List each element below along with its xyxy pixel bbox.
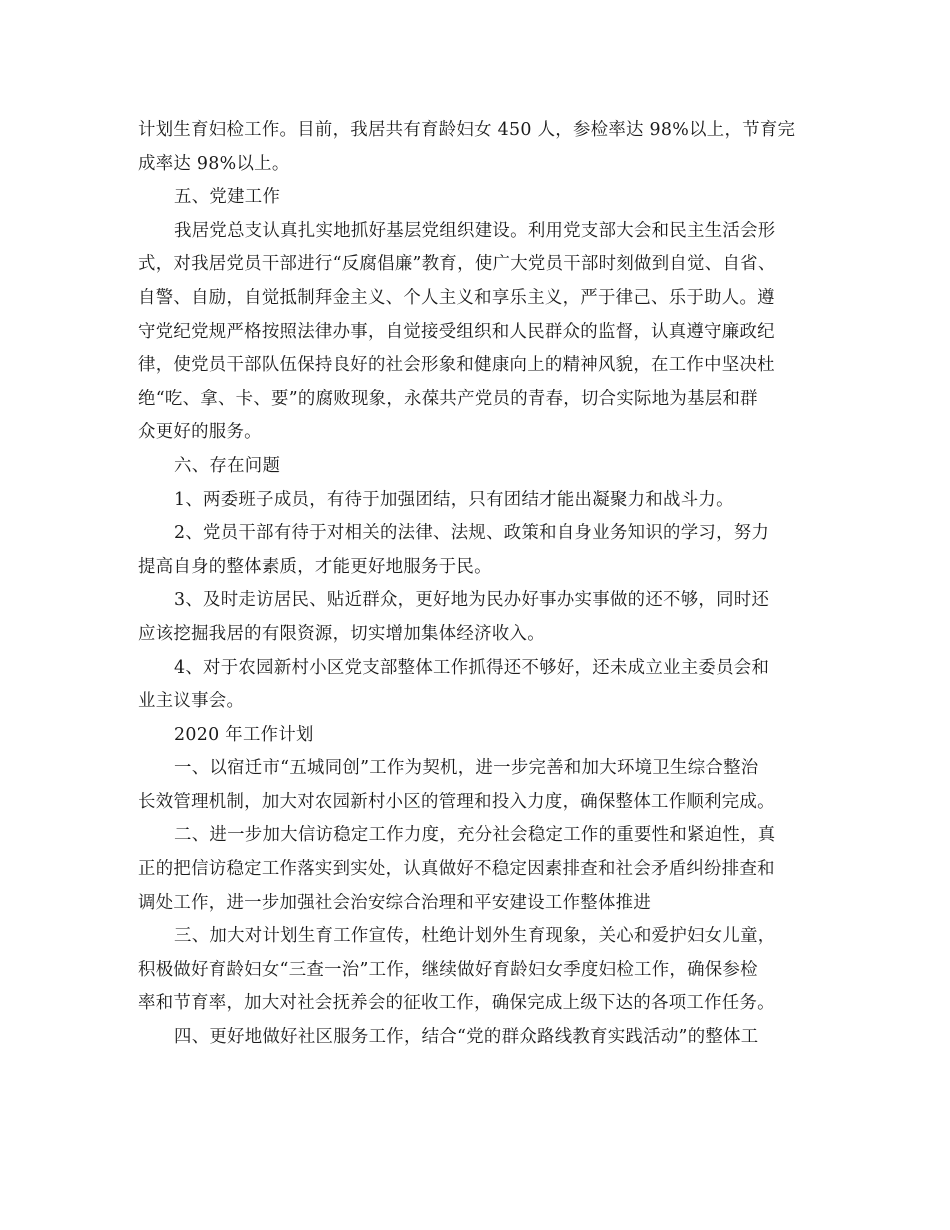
text-line: 律，使党员干部队伍保持良好的社会形象和健康向上的精神风貌，在工作中坚决杜 <box>138 355 775 376</box>
text-line: 4、对于农园新村小区党支部整体工作抓得还不够好，还未成立业主委员会和 <box>174 657 770 678</box>
text-line: 绝“吃、拿、卡、要”的腐败现象，永葆共产党员的青春，切合实际地为基层和群 <box>138 388 758 409</box>
text-line: 自警、自励，自觉抵制拜金主义、个人主义和享乐主义，严于律己、乐于助人。遵 <box>138 287 775 308</box>
text-line: 计划生育妇检工作。目前，我居共有育龄妇女 450 人，参检率达 98%以上，节育完 <box>138 120 796 140</box>
document-body <box>138 114 814 1055</box>
text-line: 式，对我居党员干部进行“反腐倡廉”教育，使广大党员干部时刻做到自觉、自省、 <box>138 254 776 275</box>
text-line: 业主议事会。 <box>138 691 245 712</box>
text-line: 我居党总支认真扎实地抓好基层党组织建设。利用党支部大会和民主生活会形 <box>174 220 776 241</box>
text-line: 一、以宿迁市“五城同创”工作为契机，进一步完善和加大环境卫生综合整治 <box>174 758 759 779</box>
text-line: 2020 年工作计划 <box>174 724 314 745</box>
text-line: 正的把信访稳定工作落实到实处，认真做好不稳定因素排查和社会矛盾纠纷排查和 <box>138 859 775 880</box>
text-line: 3、及时走访居民、贴近群众，更好地为民办好事办实事做的还不够，同时还 <box>174 590 770 611</box>
text-line: 三、加大对计划生育工作宣传，杜绝计划外生育现象，关心和爱护妇女儿童， <box>174 926 776 947</box>
text-line: 1、两委班子成员，有待于加强团结，只有团结才能出凝聚力和战斗力。 <box>174 489 734 510</box>
text-line: 积极做好育龄妇女“三查一治”工作，继续做好育龄妇女季度妇检工作，确保参检 <box>138 959 758 980</box>
text-line: 应该挖掘我居的有限资源，切实增加集体经济收入。 <box>138 623 545 644</box>
text-line: 守党纪党规严格按照法律办事，自觉接受组织和人民群众的监督，认真遵守廉政纪 <box>138 321 775 342</box>
text-line: 率和节育率，加大对社会抚养会的征收工作，确保完成上级下达的各项工作任务。 <box>138 993 775 1014</box>
text-line: 二、进一步加大信访稳定工作力度，充分社会稳定工作的重要性和紧迫性，真 <box>174 825 776 846</box>
text-line: 六、存在问题 <box>174 455 281 476</box>
text-line: 调处工作，进一步加强社会治安综合治理和平安建设工作整体推进 <box>138 892 652 913</box>
text-line: 提高自身的整体素质，才能更好地服务于民。 <box>138 556 492 577</box>
text-line: 四、更好地做好社区服务工作，结合“党的群众路线教育实践活动”的整体工 <box>174 1027 759 1048</box>
text-line: 众更好的服务。 <box>138 422 262 443</box>
text-line: 成率达 98%以上。 <box>138 153 290 174</box>
text-line: 2、党员干部有待于对相关的法律、法规、政策和自身业务知识的学习，努力 <box>174 523 770 544</box>
text-line: 长效管理机制，加大对农园新村小区的管理和投入力度，确保整体工作顺利完成。 <box>138 791 775 812</box>
text-line: 五、党建工作 <box>174 187 281 208</box>
